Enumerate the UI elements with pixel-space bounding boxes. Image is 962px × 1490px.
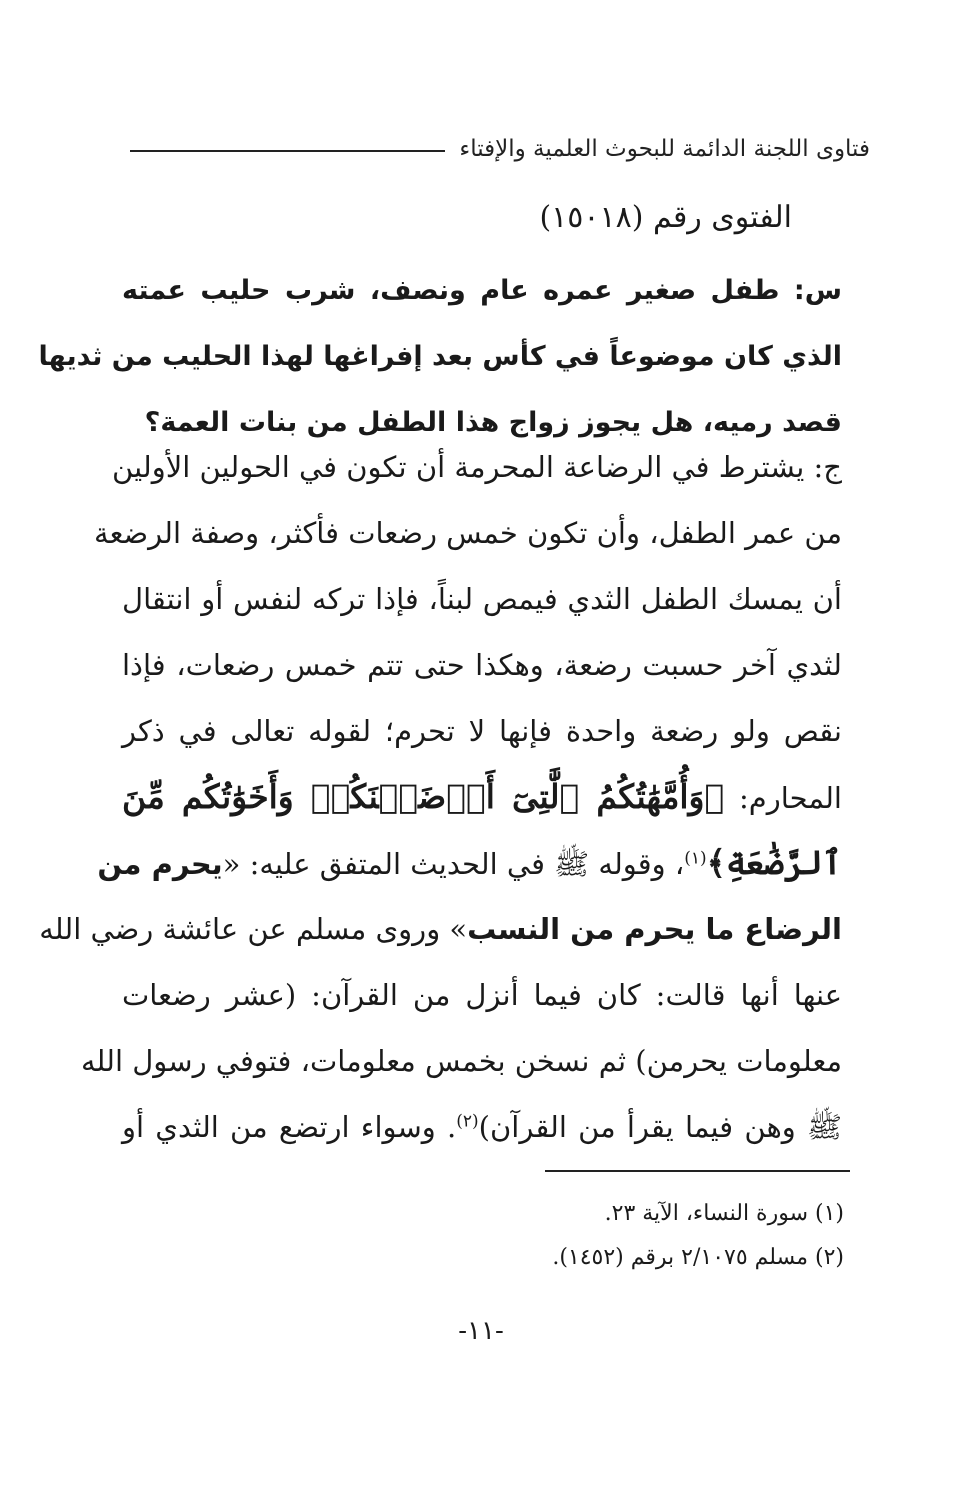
quran-verse-end: ٱلرَّضَٰعَةِ﴾: [706, 843, 842, 882]
fatwa-number: الفتوى رقم (١٥٠١٨): [539, 200, 792, 235]
answer-text: ﷺ وهن فيما يقرأ من القرآن): [478, 1110, 842, 1144]
footnote-ref-1[interactable]: (١): [684, 848, 707, 869]
question-line: قصد رميه، هل يجوز زواج هذا الطفل من بنات العمة؟: [144, 407, 842, 438]
footnote-separator: [545, 1170, 850, 1172]
answer-line: نقص ولو رضعة واحدة فإنها لا تحرم؛ لقوله تعالى في ذكر: [122, 714, 842, 748]
footnote-1: (١) سورة النساء، الآية ٢٣.: [604, 1201, 844, 1226]
answer-line: من عمر الطفل، وأن تكون خمس رضعات فأكثر، وصفة الرضعة: [94, 516, 842, 550]
footnote-2: (٢) مسلم ٢/١٠٧٥ برقم (١٤٥٢).: [552, 1245, 844, 1270]
answer-line: عنها أنها قالت: كان فيما أنزل من القرآن: (عشر رضعات: [122, 978, 842, 1012]
answer-line: [39, 896, 842, 962]
answer-line: لثدي آخر حسبت رضعة، وهكذا حتى تتم خمس رضعات، فإذا: [122, 648, 842, 682]
answer-text: ، وقوله ﷺ في الحديث المتفق عليه: «: [222, 847, 685, 881]
page-number: -١١-: [458, 1316, 504, 1346]
answer-text: » وروى مسلم عن عائشة رضي الله: [39, 912, 468, 946]
question-line: س: طفل صغير عمره عام ونصف، شرب حليب عمته: [122, 275, 842, 306]
answer-line-hadith: [97, 830, 842, 896]
running-header: [130, 136, 870, 162]
answer-line-quran: [122, 764, 842, 830]
answer-text: المحارم:: [724, 781, 842, 815]
question-line: الذي كان موضوعاً في كأس بعد إفراغها لهذا الحليب من ثديها: [38, 341, 842, 372]
answer-line: ج: يشترط في الرضاعة المحرمة أن تكون في الحولين الأولين: [112, 450, 842, 484]
header-title: فتاوى اللجنة الدائمة للبحوث العلمية والإفتاء: [459, 136, 870, 162]
answer-line: معلومات يحرمن) ثم نسخن بخمس معلومات، فتوفي رسول الله: [80, 1044, 842, 1078]
footnotes: [552, 1192, 844, 1280]
answer-block: [39, 434, 842, 1160]
answer-line: أن يمسك الطفل الثدي فيمص لبناً، فإذا تركه لنفس أو انتقال: [122, 582, 842, 616]
answer-text: . وسواء ارتضع من الثدي أو: [122, 1110, 457, 1144]
answer-line: [122, 1094, 842, 1160]
hadith-text: الرضاع ما يحرم من النسب: [467, 912, 842, 946]
question-block: [38, 258, 842, 456]
hadith-text: يحرم من: [97, 847, 223, 881]
footnote-ref-2[interactable]: (٢): [456, 1111, 479, 1132]
quran-verse: ﴿وَأُمَّهَٰتُكُمُ ٱلَّٰتِىٓ أَرۡضَعۡنَكُمۡ وَأَخَوَٰتُكُم مِّنَ: [122, 777, 725, 816]
header-rule: [130, 150, 445, 152]
